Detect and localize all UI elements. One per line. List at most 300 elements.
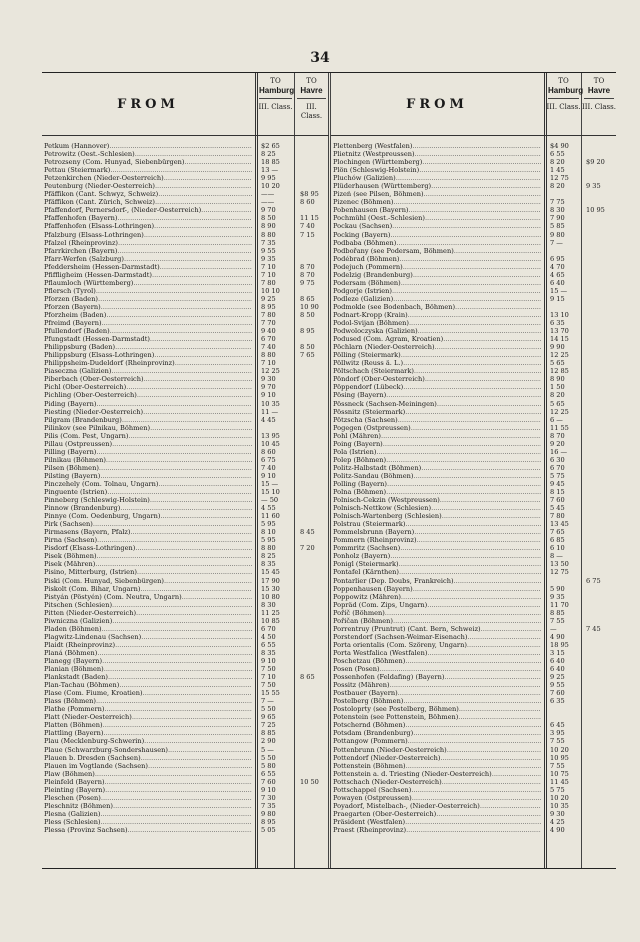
station-name: Pistyán (Pöstyén) (Com. Neutra, Ungarn) ..... (44, 593, 252, 601)
station-name: Pfullendorf (Baden) ..... (44, 327, 252, 335)
station-name: Petzenkirchen (Nieder-Oesterreich) ..... (44, 174, 252, 182)
station-name: Pöchlarn (Nieder-Oesterreich) ..... (333, 343, 541, 351)
hamburg-fare: 6 — (550, 415, 563, 424)
havre-fare: 11 15 (300, 214, 319, 223)
station-name: Pfeddersheim (Hessen-Darmstadt) ..... (44, 263, 252, 271)
havre-fare: 8 50 (300, 343, 315, 352)
hamburg-fare: 9 25 (550, 673, 565, 682)
station-name: Pöndorf (Ober-Oesterreich) ..... (333, 375, 541, 383)
hamburg-fare: 9 15 (550, 294, 565, 303)
station-name: Pforzen (Baden) ..... (44, 295, 252, 303)
hamburg-fare: 6 85 (550, 536, 565, 545)
table-row (331, 617, 616, 625)
hamburg-fare: 10 85 (261, 616, 280, 625)
table-row (331, 271, 616, 279)
station-name: Plass (Böhmen) ..... (44, 697, 252, 705)
station-name: Plauen b. Dresden (Sachsen) ..... (44, 754, 252, 762)
hamburg-fare: 5 65 (550, 399, 565, 408)
hamburg-fare: 14 15 (550, 335, 569, 344)
station-name: Pola (Istrien) ..... (333, 448, 541, 456)
table-row (42, 568, 329, 576)
table-row (42, 536, 329, 544)
hamburg-fare: — (550, 624, 557, 633)
station-name: Pluchów (Galizien) ..... (333, 174, 541, 182)
table-row (42, 440, 329, 448)
hamburg-fare: 9 95 (261, 174, 276, 183)
station-name: Poing (Bayern) ..... (333, 440, 541, 448)
table-row (331, 826, 616, 834)
hamburg-fare: 10 35 (261, 399, 280, 408)
hamburg-fare: 7 — (261, 697, 274, 706)
table-row (42, 279, 329, 287)
station-name: Pilgram (Brandenburg) ..... (44, 416, 252, 424)
table-row (42, 351, 329, 359)
table-row (42, 585, 329, 593)
table-row (331, 214, 616, 222)
table-row (331, 383, 616, 391)
hamburg-fare: 9 10 (261, 657, 276, 665)
station-name: Pettau (Steiermark) ..... (44, 166, 252, 174)
hamburg-fare: 15 55 (261, 689, 280, 698)
table-row (42, 359, 329, 367)
table-row (42, 802, 329, 810)
station-name: Plön (Schleswig-Holstein) ..... (333, 166, 541, 174)
hamburg-fare: 1 45 (550, 166, 565, 175)
station-name: Poppenhausen (Bayern) ..... (333, 585, 541, 593)
table-row (331, 737, 616, 745)
station-name: Plessa (Provinz Sachsen) ..... (44, 826, 252, 834)
hamburg-fare: 8 80 (261, 544, 276, 553)
table-row (331, 697, 616, 705)
table-row (331, 681, 616, 689)
table-row (42, 263, 329, 271)
hamburg-fare: 7 55 (550, 761, 565, 770)
hamburg-fare: 13 50 (550, 560, 569, 569)
hamburg-fare: 9 40 (261, 327, 276, 336)
hamburg-fare: 7 55 (550, 737, 565, 746)
table-row (42, 206, 329, 214)
station-name: Postelberg (Böhmen) ..... (333, 697, 541, 705)
table-row (331, 649, 616, 657)
hamburg-fare: 6 40 (550, 665, 565, 674)
station-name: Philippsburg (Elsass-Lothringen) ..... (44, 351, 252, 359)
hamburg-fare: 8 80 (261, 230, 276, 239)
station-name: Pontafel (Kärnthen) ..... (333, 568, 541, 576)
station-name: Piberbach (Ober-Oesterreich) ..... (44, 375, 252, 383)
station-name: Petrozseny (Com. Hunyad, Siebenbürgen) ..... (44, 158, 252, 166)
hamburg-fare: 5 75 (550, 471, 565, 480)
station-name: Pottschach (Nieder-Oesterreich) ..... (333, 778, 541, 786)
hamburg-fare: 11 55 (550, 423, 569, 432)
hamburg-label: Hamburg (548, 86, 579, 99)
hamburg-fare: 8 50 (261, 214, 276, 223)
hamburg-fare: 7 10 (261, 673, 276, 682)
hamburg-fare: 11 25 (261, 608, 280, 617)
havre-fare: 8 60 (300, 198, 315, 207)
hamburg-fare: 6 10 (550, 544, 565, 553)
station-name: Pössnitz (Steiermark) ..... (333, 408, 541, 416)
hamburg-fare: 9 45 (550, 479, 565, 488)
class-label: III. Class. (258, 103, 293, 111)
havre-fare: 7 15 (300, 230, 315, 239)
station-name: Porrentruy (Pruntrut) (Cant. Bern, Schweiz) ..... (333, 625, 541, 633)
table-row (331, 247, 616, 255)
station-name: Possitz (Mähren) ..... (333, 681, 541, 689)
station-name: Planegg (Bayern) ..... (44, 657, 252, 665)
hamburg-fare: 7 65 (550, 528, 565, 537)
station-name: Podbaba (Böhmen) ..... (333, 239, 541, 247)
station-name: Porta orientalis (Com. Szöreny, Ungarn) ..... (333, 641, 541, 649)
station-name: Pladen (Böhmen) ..... (44, 625, 252, 633)
station-name: Pizenec (Böhmen) ..... (333, 198, 541, 206)
havre-fare: 8 65 (300, 673, 315, 682)
hamburg-fare: 13 95 (261, 431, 280, 440)
hamburg-fare: 10 75 (550, 769, 569, 778)
hamburg-fare: 6 40 (550, 278, 565, 287)
station-name: Plankstadt (Baden) ..... (44, 673, 252, 681)
station-name: Pfreimd (Bayern) ..... (44, 319, 252, 327)
table-row (42, 448, 329, 456)
station-name: Peutenburg (Nieder-Oesterreich) ..... (44, 182, 252, 190)
table-row (331, 746, 616, 754)
havre-fare: 10 90 (300, 302, 319, 311)
hamburg-fare: 6 40 (550, 657, 565, 665)
station-name: Pirna (Sachsen) ..... (44, 536, 252, 544)
hamburg-column-header (257, 77, 294, 112)
table-row (331, 335, 616, 343)
table-row (42, 464, 329, 472)
station-name: Planá (Böhmen) ..... (44, 649, 252, 657)
table-row (331, 367, 616, 375)
station-name: Pottendorf (Nieder-Oesterreich) ..... (333, 754, 541, 762)
station-name: Pfäffikon (Cant. Schwyz, Schweiz) ..... (44, 190, 252, 198)
station-name: Pommelsbrunn (Bayern) ..... (333, 528, 541, 536)
station-name: Ponigl (Steiermark) ..... (333, 560, 541, 568)
table-row (331, 560, 616, 568)
station-name: Potsdam (Brandenburg) ..... (333, 729, 541, 737)
station-name: Postoloprty (see Postelberg, Böhmen) ..... (333, 705, 541, 713)
hamburg-fare: $2 65 (261, 142, 280, 150)
table-row (42, 416, 329, 424)
station-name: Polep (Böhmen) ..... (333, 456, 541, 464)
table-row (42, 214, 329, 222)
havre-fare: 10 50 (300, 777, 319, 786)
hamburg-fare: 10 20 (550, 793, 569, 802)
table-row (42, 335, 329, 343)
table-row (331, 625, 616, 633)
hamburg-fare: 6 45 (550, 721, 565, 730)
station-name: Pinneberg (Schleswig-Holstein) ..... (44, 496, 252, 504)
table-row (331, 343, 616, 351)
station-name: Pfungstadt (Hessen-Darmstadt) ..... (44, 335, 252, 343)
station-name: Pockau (Sachsen) ..... (333, 222, 541, 230)
station-name: Podbořany (see Podersam, Böhmen) ..... (333, 247, 541, 255)
table-row (331, 359, 616, 367)
table-row (42, 689, 329, 697)
table-row (42, 657, 329, 665)
station-name: Plattling (Bayern) ..... (44, 729, 252, 737)
havre-fare: 8 50 (300, 310, 315, 319)
station-name: Plaidt (Rheinprovinz) ..... (44, 641, 252, 649)
table-row (331, 568, 616, 576)
station-name: Postbauer (Bayern) ..... (333, 689, 541, 697)
hamburg-fare: 7 10 (261, 359, 276, 368)
table-row (331, 705, 616, 713)
table-row (42, 496, 329, 504)
table-row (42, 271, 329, 279)
station-name: Petkum (Hannover) ..... (44, 142, 252, 150)
table-row (331, 786, 616, 794)
hamburg-fare: 3 15 (550, 648, 565, 657)
station-name: Praegarten (Ober-Oesterreich) ..... (333, 810, 541, 818)
hamburg-fare: 8 95 (261, 817, 276, 826)
table-row (42, 472, 329, 480)
station-name: Piskolt (Com. Bihar, Ungarn) ..... (44, 585, 252, 593)
table-row (331, 142, 616, 150)
station-name: Pforzen (Bayern) ..... (44, 303, 252, 311)
hamburg-fare: 6 75 (261, 455, 276, 464)
station-name: Piaseczna (Galizien) ..... (44, 367, 252, 375)
station-name: Pichling (Ober-Oesterreich) ..... (44, 391, 252, 399)
table-row (331, 287, 616, 295)
hamburg-fare: 16 — (550, 447, 568, 456)
havre-fare: $9 20 (586, 158, 605, 167)
station-name: Plase (Com. Fiume, Kroatien) ..... (44, 689, 252, 697)
hamburg-fare: 8 80 (261, 351, 276, 360)
hamburg-fare: 8 85 (261, 729, 276, 738)
bottom-rule (42, 868, 616, 869)
hamburg-fare: 5 95 (261, 520, 276, 529)
hamburg-fare: 9 35 (550, 592, 565, 601)
havre-fare: 10 95 (586, 206, 605, 215)
hamburg-fare: 12 75 (550, 568, 569, 577)
table-row (42, 383, 329, 391)
table-row (42, 673, 329, 681)
havre-column-header (582, 77, 616, 112)
station-name: Poyadorf, Mistelbach-, (Nieder-Oesterreich) ..... (333, 802, 541, 810)
table-row (331, 239, 616, 247)
page-number: 34 (310, 50, 330, 66)
table-row (42, 705, 329, 713)
hamburg-fare: —— (261, 190, 275, 199)
station-name: Politz-Halbstadt (Böhmen) ..... (333, 464, 541, 472)
table-row (331, 158, 616, 166)
table-row (331, 673, 616, 681)
hamburg-fare: 18 95 (550, 640, 569, 649)
station-name: Pořičan (Böhmen) ..... (333, 617, 541, 625)
hamburg-label: Hamburg (259, 86, 292, 99)
station-name: Pinnye (Com. Oedenburg, Ungarn) ..... (44, 512, 252, 520)
table-row (331, 408, 616, 416)
hamburg-fare: 6 30 (550, 455, 565, 464)
to-label: TO (558, 77, 569, 85)
table-row (42, 810, 329, 818)
hamburg-fare: 6 70 (261, 624, 276, 633)
table-row (42, 609, 329, 617)
hamburg-fare: 12 85 (550, 367, 569, 376)
station-name: Pösing (Bayern) ..... (333, 391, 541, 399)
station-name: Podébrad (Böhmen) ..... (333, 255, 541, 263)
hamburg-fare: 8 30 (550, 206, 565, 215)
hamburg-fare: 1 50 (550, 383, 565, 392)
hamburg-fare: 2 90 (261, 737, 276, 746)
table-row (42, 424, 329, 432)
table-row (42, 826, 329, 834)
station-name: Pfaffenhofen (Bayern) ..... (44, 214, 252, 222)
hamburg-fare: 8 35 (261, 560, 276, 569)
table-row (42, 504, 329, 512)
havre-fare: 7 20 (300, 544, 315, 553)
hamburg-fare: 9 30 (261, 375, 276, 384)
table-row (42, 520, 329, 528)
table-row (331, 206, 616, 214)
station-name: Pleinting (Bayern) ..... (44, 786, 252, 794)
hamburg-fare: 8 20 (550, 158, 565, 167)
table-row (331, 303, 616, 311)
station-name: Philippsburg (Baden) ..... (44, 343, 252, 351)
hamburg-fare: 5 80 (261, 761, 276, 770)
station-name: Pobenhausen (Bayern) ..... (333, 206, 541, 214)
hamburg-fare: 9 55 (550, 681, 565, 690)
table-row (331, 577, 616, 585)
hamburg-fare: 8 35 (261, 648, 276, 657)
table-row (42, 311, 329, 319)
hamburg-fare: 6 95 (550, 254, 565, 263)
hamburg-fare: 6 70 (261, 335, 276, 344)
havre-fare: 7 40 (300, 222, 315, 231)
station-name: Plagwitz-Lindenau (Sachsen) ..... (44, 633, 252, 641)
station-name: Präsident (Westfalen) ..... (333, 818, 541, 826)
havre-fare: 7 65 (300, 351, 315, 360)
station-name: Plettenberg (Westfalen) ..... (333, 142, 541, 150)
table-row (331, 166, 616, 174)
hamburg-fare: 10 35 (550, 801, 569, 810)
table-row (331, 802, 616, 810)
table-row (42, 818, 329, 826)
table-row (331, 311, 616, 319)
hamburg-fare: 8 — (550, 552, 563, 561)
table-row (42, 593, 329, 601)
hamburg-fare: 8 15 (550, 488, 565, 497)
station-name: Pizeń (see Pilsen, Böhmen) ..... (333, 190, 541, 198)
table-row (42, 182, 329, 190)
hamburg-fare: 7 35 (261, 238, 276, 247)
hamburg-fare: 6 55 (261, 769, 276, 778)
station-name: Pflersch (Tyrol) ..... (44, 287, 252, 295)
hamburg-fare: 18 85 (261, 158, 280, 167)
table-row (42, 754, 329, 762)
hamburg-fare: 8 10 (261, 528, 276, 537)
table-row (331, 222, 616, 230)
havre-fare: 8 95 (300, 327, 315, 336)
station-name: Ponholz (Bayern) ..... (333, 552, 541, 560)
hamburg-fare: 5 85 (550, 222, 565, 231)
table-row (42, 794, 329, 802)
station-name: Pilsen (Böhmen) ..... (44, 464, 252, 472)
hamburg-fare: 9 80 (261, 809, 276, 818)
station-name: Pontarlier (Dep. Doubs, Frankreich) ..... (333, 577, 541, 585)
hamburg-fare: 5 90 (550, 584, 565, 593)
hamburg-fare: 6 35 (550, 319, 565, 328)
station-name: Piwniczna (Galizien) ..... (44, 617, 252, 625)
hamburg-fare: 6 55 (261, 640, 276, 649)
hamburg-fare: 10 20 (550, 745, 569, 754)
station-name: Podused (Com. Agram, Kroatien) ..... (333, 335, 541, 343)
table-row (331, 391, 616, 399)
table-row (42, 737, 329, 745)
table-row (331, 593, 616, 601)
station-name: Pirk (Sachsen) ..... (44, 520, 252, 528)
station-name: Plochingen (Württemberg) ..... (333, 158, 541, 166)
havre-fare: 8 70 (300, 270, 315, 279)
table-row (331, 150, 616, 158)
station-name: Pottenstein a. d. Triesting (Nieder-Oesterreich) ..... (333, 770, 541, 778)
hamburg-fare: 4 70 (550, 262, 565, 271)
hamburg-fare: 7 50 (261, 681, 276, 690)
station-name: Plesna (Galizien) ..... (44, 810, 252, 818)
station-name: Platten (Böhmen) ..... (44, 721, 252, 729)
right-table (331, 73, 616, 868)
station-name: Praest (Rheinprovinz) ..... (333, 826, 541, 834)
table-row (331, 448, 616, 456)
station-name: Pfarrkirchen (Bayern) ..... (44, 247, 252, 255)
station-name: Popräd (Com. Zips, Ungarn) ..... (333, 601, 541, 609)
hamburg-fare: 7 80 (550, 512, 565, 521)
table-row (331, 255, 616, 263)
table-row (331, 528, 616, 536)
station-name: Plaw (Böhmen) ..... (44, 770, 252, 778)
havre-fare: 8 45 (300, 528, 315, 537)
station-name: Petrowitz (Oest.-Schlesien) ..... (44, 150, 252, 158)
hamburg-fare: 8 95 (261, 302, 276, 311)
hamburg-fare: 9 55 (261, 246, 276, 255)
table-row (42, 746, 329, 754)
hamburg-fare: 7 10 (261, 262, 276, 271)
hamburg-fare: 7 60 (261, 777, 276, 786)
table-row (331, 472, 616, 480)
hamburg-fare: 9 10 (261, 391, 276, 400)
table-row (331, 432, 616, 440)
hamburg-fare: 4 90 (550, 825, 565, 834)
hamburg-fare: 11 — (261, 407, 279, 416)
left-rows (42, 142, 329, 834)
hamburg-fare: 15 10 (261, 488, 280, 497)
table-row (331, 689, 616, 697)
table-row (42, 649, 329, 657)
table-row (42, 778, 329, 786)
station-name: Pottenbrunn (Nieder-Oesterreich) ..... (333, 746, 541, 754)
station-name: Pilinkov (see Pilnikau, Böhmen) ..... (44, 424, 252, 432)
hamburg-fare: 8 30 (261, 600, 276, 609)
table-row (331, 794, 616, 802)
table-row (42, 327, 329, 335)
havre-column-header (295, 77, 328, 121)
hamburg-fare: 7 40 (261, 343, 276, 352)
station-name: Pötzscha (Sachsen) ..... (333, 416, 541, 424)
table-row (331, 319, 616, 327)
class-label: III. Class. (582, 103, 616, 111)
table-row (331, 504, 616, 512)
hamburg-fare: — 50 (261, 496, 279, 505)
table-row (331, 762, 616, 770)
hamburg-fare: 6 55 (550, 150, 565, 159)
station-name: Podol-Svijan (Böhmen) ..... (333, 319, 541, 327)
table-row (331, 770, 616, 778)
table-row (42, 367, 329, 375)
table-row (42, 762, 329, 770)
station-name: Piski (Com. Hunyad, Siebenbürgen) ..... (44, 577, 252, 585)
station-name: Polstrau (Steiermark) ..... (333, 520, 541, 528)
